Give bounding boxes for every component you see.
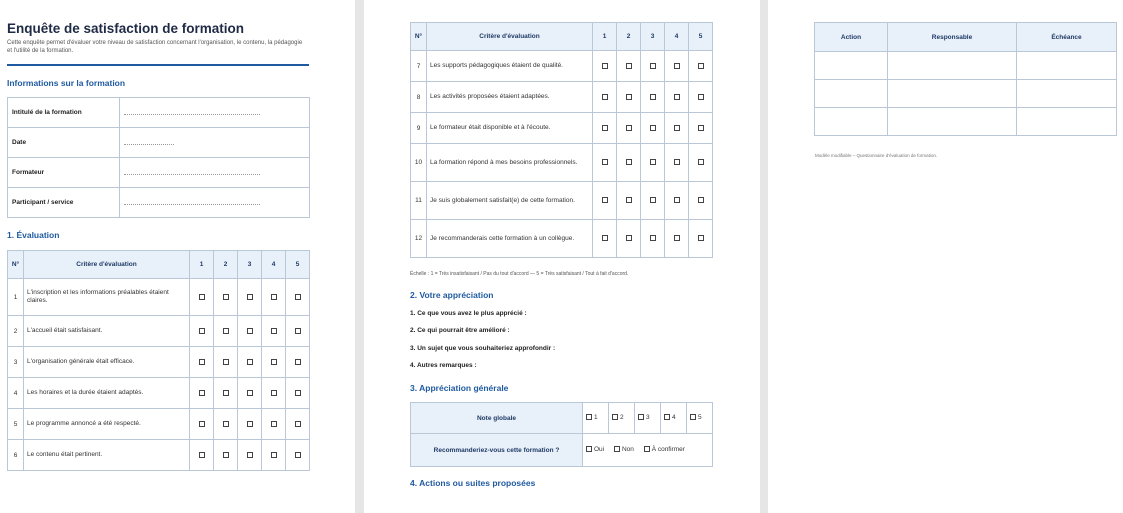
checkbox-icon xyxy=(223,328,229,334)
score-cell-5[interactable] xyxy=(689,182,713,220)
score-cell-3[interactable] xyxy=(641,82,665,113)
info-label: Formateur xyxy=(8,158,120,188)
score-cell-3[interactable] xyxy=(641,182,665,220)
note-option-4[interactable]: 4 xyxy=(661,403,687,434)
checkbox-icon xyxy=(602,159,608,165)
info-value-field[interactable] xyxy=(120,98,310,128)
evaluation-row xyxy=(8,440,310,471)
checkbox-icon xyxy=(674,197,680,203)
info-label: Participant / service xyxy=(8,188,120,218)
score-cell-3[interactable] xyxy=(238,440,262,471)
checkbox-icon xyxy=(674,94,680,100)
score-cell-3[interactable] xyxy=(641,51,665,82)
evaluation-row xyxy=(411,220,713,258)
note-option-3[interactable]: 3 xyxy=(635,403,661,434)
score-cell-4[interactable] xyxy=(665,82,689,113)
score-cell-5[interactable] xyxy=(286,378,310,409)
evaluation-row xyxy=(411,113,713,144)
criterion-text: Les activités proposées étaient adaptées. xyxy=(427,82,593,113)
checkbox-icon xyxy=(247,328,253,334)
checkbox-icon xyxy=(271,452,277,458)
score-cell-5[interactable] xyxy=(286,316,310,347)
checkbox-icon xyxy=(650,235,656,241)
evaluation-row xyxy=(411,144,713,182)
evaluation-table-1 xyxy=(7,250,310,471)
info-row-date xyxy=(8,128,310,158)
action-cell[interactable] xyxy=(815,80,888,108)
row-number: 1 xyxy=(8,279,24,316)
header-score-5: 5 xyxy=(286,251,310,279)
criterion-text: L'inscription et les informations préalables étaient claires. xyxy=(24,279,190,316)
score-cell-3[interactable] xyxy=(641,113,665,144)
checkbox-icon xyxy=(199,421,205,427)
row-number: 4 xyxy=(8,378,24,409)
score-cell-4[interactable] xyxy=(665,51,689,82)
score-cell-2[interactable] xyxy=(617,144,641,182)
score-cell-5[interactable] xyxy=(286,409,310,440)
header-score-1: 1 xyxy=(190,251,214,279)
score-cell-1[interactable] xyxy=(190,440,214,471)
checkbox-icon xyxy=(271,390,277,396)
recommend-option-yes[interactable]: Oui xyxy=(586,446,604,453)
row-number: 2 xyxy=(8,316,24,347)
row-number: 7 xyxy=(411,51,427,82)
criterion-text: Les horaires et la durée étaient adaptés. xyxy=(24,378,190,409)
score-cell-5[interactable] xyxy=(689,51,713,82)
info-label: Date xyxy=(8,128,120,158)
checkbox-icon xyxy=(626,125,632,131)
row-number: 9 xyxy=(411,113,427,144)
checkbox-icon xyxy=(223,359,229,365)
header-action: Action xyxy=(815,23,888,52)
score-cell-4[interactable] xyxy=(665,113,689,144)
actions-table xyxy=(814,22,1117,136)
info-value-field[interactable] xyxy=(120,128,310,158)
checkbox-icon xyxy=(644,446,650,452)
checkbox-icon xyxy=(199,328,205,334)
checkbox-icon xyxy=(295,294,301,300)
header-score-2: 2 xyxy=(214,251,238,279)
checkbox-icon xyxy=(638,414,644,420)
action-row xyxy=(815,52,1117,80)
checkbox-icon xyxy=(698,94,704,100)
score-cell-1[interactable] xyxy=(190,279,214,316)
checkbox-icon xyxy=(247,390,253,396)
checkbox-icon xyxy=(199,294,205,300)
evaluation-row xyxy=(411,182,713,220)
score-cell-1[interactable] xyxy=(593,220,617,258)
evaluation-row xyxy=(411,51,713,82)
appreciation-section-title: 2. Votre appréciation xyxy=(410,290,494,300)
note-globale-label: Note globale xyxy=(411,403,583,434)
actions-section-title: 4. Actions ou suites proposées xyxy=(410,478,536,488)
checkbox-icon xyxy=(602,94,608,100)
action-cell[interactable] xyxy=(815,108,888,136)
checkbox-icon xyxy=(295,390,301,396)
header-score-3: 3 xyxy=(641,23,665,51)
info-row-title xyxy=(8,98,310,128)
checkbox-icon xyxy=(626,235,632,241)
checkbox-icon xyxy=(602,125,608,131)
checkbox-icon xyxy=(295,359,301,365)
criterion-text: Je recommanderais cette formation à un collègue. xyxy=(427,220,593,258)
criterion-text: Les supports pédagogiques étaient de qualité. xyxy=(427,51,593,82)
score-cell-3[interactable] xyxy=(238,409,262,440)
general-table xyxy=(410,402,713,467)
score-cell-3[interactable] xyxy=(238,316,262,347)
score-cell-1[interactable] xyxy=(593,82,617,113)
checkbox-icon xyxy=(586,446,592,452)
deadline-cell[interactable] xyxy=(1017,108,1117,136)
score-cell-2[interactable] xyxy=(214,440,238,471)
evaluation-row xyxy=(8,347,310,378)
row-number: 8 xyxy=(411,82,427,113)
responsible-cell[interactable] xyxy=(888,108,1017,136)
evaluation-row xyxy=(8,279,310,316)
score-cell-4[interactable] xyxy=(262,378,286,409)
checkbox-icon xyxy=(690,414,696,420)
checkbox-icon xyxy=(223,421,229,427)
score-cell-3[interactable] xyxy=(238,347,262,378)
checkbox-icon xyxy=(612,414,618,420)
score-cell-1[interactable] xyxy=(190,409,214,440)
footer-note: Modèle modifiable – Questionnaire d'évaluation de formation. xyxy=(815,153,938,158)
header-score-2: 2 xyxy=(617,23,641,51)
checkbox-icon xyxy=(698,125,704,131)
header-criterion: Critère d'évaluation xyxy=(24,251,190,279)
checkbox-icon xyxy=(626,159,632,165)
question-4: 4. Autres remarques : xyxy=(410,362,477,369)
checkbox-icon xyxy=(650,159,656,165)
score-cell-3[interactable] xyxy=(238,279,262,316)
header-num: N° xyxy=(8,251,24,279)
info-value-field[interactable] xyxy=(120,188,310,218)
info-label: Intitulé de la formation xyxy=(8,98,120,128)
checkbox-icon xyxy=(602,63,608,69)
score-cell-1[interactable] xyxy=(190,378,214,409)
checkbox-icon xyxy=(602,235,608,241)
header-score-4: 4 xyxy=(665,23,689,51)
criterion-text: Je suis globalement satisfait(e) de cette formation. xyxy=(427,182,593,220)
evaluation-row xyxy=(411,82,713,113)
note-option-5[interactable]: 5 xyxy=(687,403,713,434)
score-cell-2[interactable] xyxy=(214,347,238,378)
action-cell[interactable] xyxy=(815,52,888,80)
evaluation-row xyxy=(8,316,310,347)
checkbox-icon xyxy=(295,421,301,427)
checkbox-icon xyxy=(698,197,704,203)
info-table xyxy=(7,97,310,218)
checkbox-icon xyxy=(295,328,301,334)
row-number: 12 xyxy=(411,220,427,258)
action-row xyxy=(815,108,1117,136)
score-cell-2[interactable] xyxy=(214,316,238,347)
checkbox-icon xyxy=(626,63,632,69)
checkbox-icon xyxy=(223,452,229,458)
checkbox-icon xyxy=(199,452,205,458)
header-score-4: 4 xyxy=(262,251,286,279)
question-2: 2. Ce qui pourrait être amélioré : xyxy=(410,327,510,334)
criterion-text: Le contenu était pertinent. xyxy=(24,440,190,471)
criterion-text: L'accueil était satisfaisant. xyxy=(24,316,190,347)
checkbox-icon xyxy=(247,359,253,365)
score-cell-5[interactable] xyxy=(286,347,310,378)
checkbox-icon xyxy=(247,421,253,427)
checkbox-icon xyxy=(650,94,656,100)
criterion-text: Le formateur était disponible et à l'écoute. xyxy=(427,113,593,144)
info-section-title: Informations sur la formation xyxy=(7,78,126,88)
criterion-text: L'organisation générale était efficace. xyxy=(24,347,190,378)
score-cell-3[interactable] xyxy=(641,144,665,182)
checkbox-icon xyxy=(650,197,656,203)
info-row-trainer xyxy=(8,158,310,188)
evaluation-row xyxy=(8,409,310,440)
score-cell-5[interactable] xyxy=(286,279,310,316)
score-cell-1[interactable] xyxy=(593,51,617,82)
score-cell-2[interactable] xyxy=(214,279,238,316)
checkbox-icon xyxy=(626,94,632,100)
responsible-cell[interactable] xyxy=(888,52,1017,80)
deadline-cell[interactable] xyxy=(1017,80,1117,108)
criterion-text: Le programme annoncé a été respecté. xyxy=(24,409,190,440)
score-cell-4[interactable] xyxy=(262,440,286,471)
row-number: 10 xyxy=(411,144,427,182)
note-option-2[interactable]: 2 xyxy=(609,403,635,434)
header-criterion: Critère d'évaluation xyxy=(427,23,593,51)
checkbox-icon xyxy=(247,452,253,458)
checkbox-icon xyxy=(199,390,205,396)
note-option-1[interactable]: 1 xyxy=(583,403,609,434)
checkbox-icon xyxy=(614,446,620,452)
score-cell-4[interactable] xyxy=(665,220,689,258)
score-cell-3[interactable] xyxy=(238,378,262,409)
row-number: 6 xyxy=(8,440,24,471)
evaluation-row xyxy=(8,378,310,409)
title-divider xyxy=(7,64,309,66)
responsible-cell[interactable] xyxy=(888,80,1017,108)
row-number: 3 xyxy=(8,347,24,378)
page-2 xyxy=(364,0,760,513)
score-cell-5[interactable] xyxy=(689,113,713,144)
recommend-option-no[interactable]: Non xyxy=(614,446,634,453)
info-value-field[interactable] xyxy=(120,158,310,188)
score-cell-2[interactable] xyxy=(617,113,641,144)
checkbox-icon xyxy=(698,63,704,69)
checkbox-icon xyxy=(586,414,592,420)
checkbox-icon xyxy=(223,390,229,396)
header-deadline: Échéance xyxy=(1017,23,1117,52)
score-cell-5[interactable] xyxy=(689,82,713,113)
deadline-cell[interactable] xyxy=(1017,52,1117,80)
score-cell-2[interactable] xyxy=(214,378,238,409)
score-cell-1[interactable] xyxy=(593,144,617,182)
header-responsible: Responsable xyxy=(888,23,1017,52)
score-cell-2[interactable] xyxy=(617,220,641,258)
score-cell-2[interactable] xyxy=(214,409,238,440)
checkbox-icon xyxy=(650,125,656,131)
score-cell-1[interactable] xyxy=(190,347,214,378)
score-cell-1[interactable] xyxy=(190,316,214,347)
recommend-options xyxy=(583,434,713,467)
general-section-title: 3. Appréciation générale xyxy=(410,383,509,393)
checkbox-icon xyxy=(698,159,704,165)
score-cell-2[interactable] xyxy=(617,82,641,113)
score-cell-4[interactable] xyxy=(665,182,689,220)
checkbox-icon xyxy=(271,328,277,334)
score-cell-1[interactable] xyxy=(593,113,617,144)
page-3 xyxy=(768,0,1123,513)
score-cell-4[interactable] xyxy=(262,409,286,440)
score-cell-4[interactable] xyxy=(262,316,286,347)
checkbox-icon xyxy=(247,294,253,300)
score-cell-4[interactable] xyxy=(262,347,286,378)
question-3: 3. Un sujet que vous souhaiteriez approfondir : xyxy=(410,345,556,352)
checkbox-icon xyxy=(664,414,670,420)
checkbox-icon xyxy=(295,452,301,458)
score-cell-4[interactable] xyxy=(262,279,286,316)
score-cell-5[interactable] xyxy=(689,220,713,258)
checkbox-icon xyxy=(674,63,680,69)
checkbox-icon xyxy=(271,359,277,365)
row-number: 11 xyxy=(411,182,427,220)
row-number: 5 xyxy=(8,409,24,440)
score-cell-2[interactable] xyxy=(617,51,641,82)
checkbox-icon xyxy=(223,294,229,300)
checkbox-icon xyxy=(199,359,205,365)
document-intro: Cette enquête permet d'évaluer votre niveau de satisfaction concernant l'organisation, le contenu, la pédagogie et l'utilité de la formation. xyxy=(7,40,303,54)
checkbox-icon xyxy=(271,421,277,427)
scale-note: Échelle : 1 = Très insatisfaisant / Pas du tout d'accord — 5 = Très satisfaisant / Tout à fait d'accord. xyxy=(410,271,629,277)
score-cell-4[interactable] xyxy=(665,144,689,182)
header-score-1: 1 xyxy=(593,23,617,51)
criterion-text: La formation répond à mes besoins professionnels. xyxy=(427,144,593,182)
checkbox-icon xyxy=(674,125,680,131)
recommend-option-tbc[interactable]: À confirmer xyxy=(644,446,685,453)
checkbox-icon xyxy=(698,235,704,241)
document-title: Enquête de satisfaction de formation xyxy=(7,21,245,36)
evaluation-table-2 xyxy=(410,22,713,258)
header-num: N° xyxy=(411,23,427,51)
checkbox-icon xyxy=(602,197,608,203)
action-row xyxy=(815,80,1117,108)
score-cell-5[interactable] xyxy=(286,440,310,471)
header-score-5: 5 xyxy=(689,23,713,51)
question-1: 1. Ce que vous avez le plus apprécié : xyxy=(410,310,527,317)
checkbox-icon xyxy=(674,235,680,241)
checkbox-icon xyxy=(271,294,277,300)
info-row-participant xyxy=(8,188,310,218)
page-1 xyxy=(0,0,355,513)
recommend-label: Recommanderiez-vous cette formation ? xyxy=(411,434,583,467)
header-score-3: 3 xyxy=(238,251,262,279)
score-cell-5[interactable] xyxy=(689,144,713,182)
score-cell-3[interactable] xyxy=(641,220,665,258)
checkbox-icon xyxy=(650,63,656,69)
score-cell-2[interactable] xyxy=(617,182,641,220)
evaluation-section-title: 1. Évaluation xyxy=(7,230,60,240)
checkbox-icon xyxy=(626,197,632,203)
checkbox-icon xyxy=(674,159,680,165)
score-cell-1[interactable] xyxy=(593,182,617,220)
